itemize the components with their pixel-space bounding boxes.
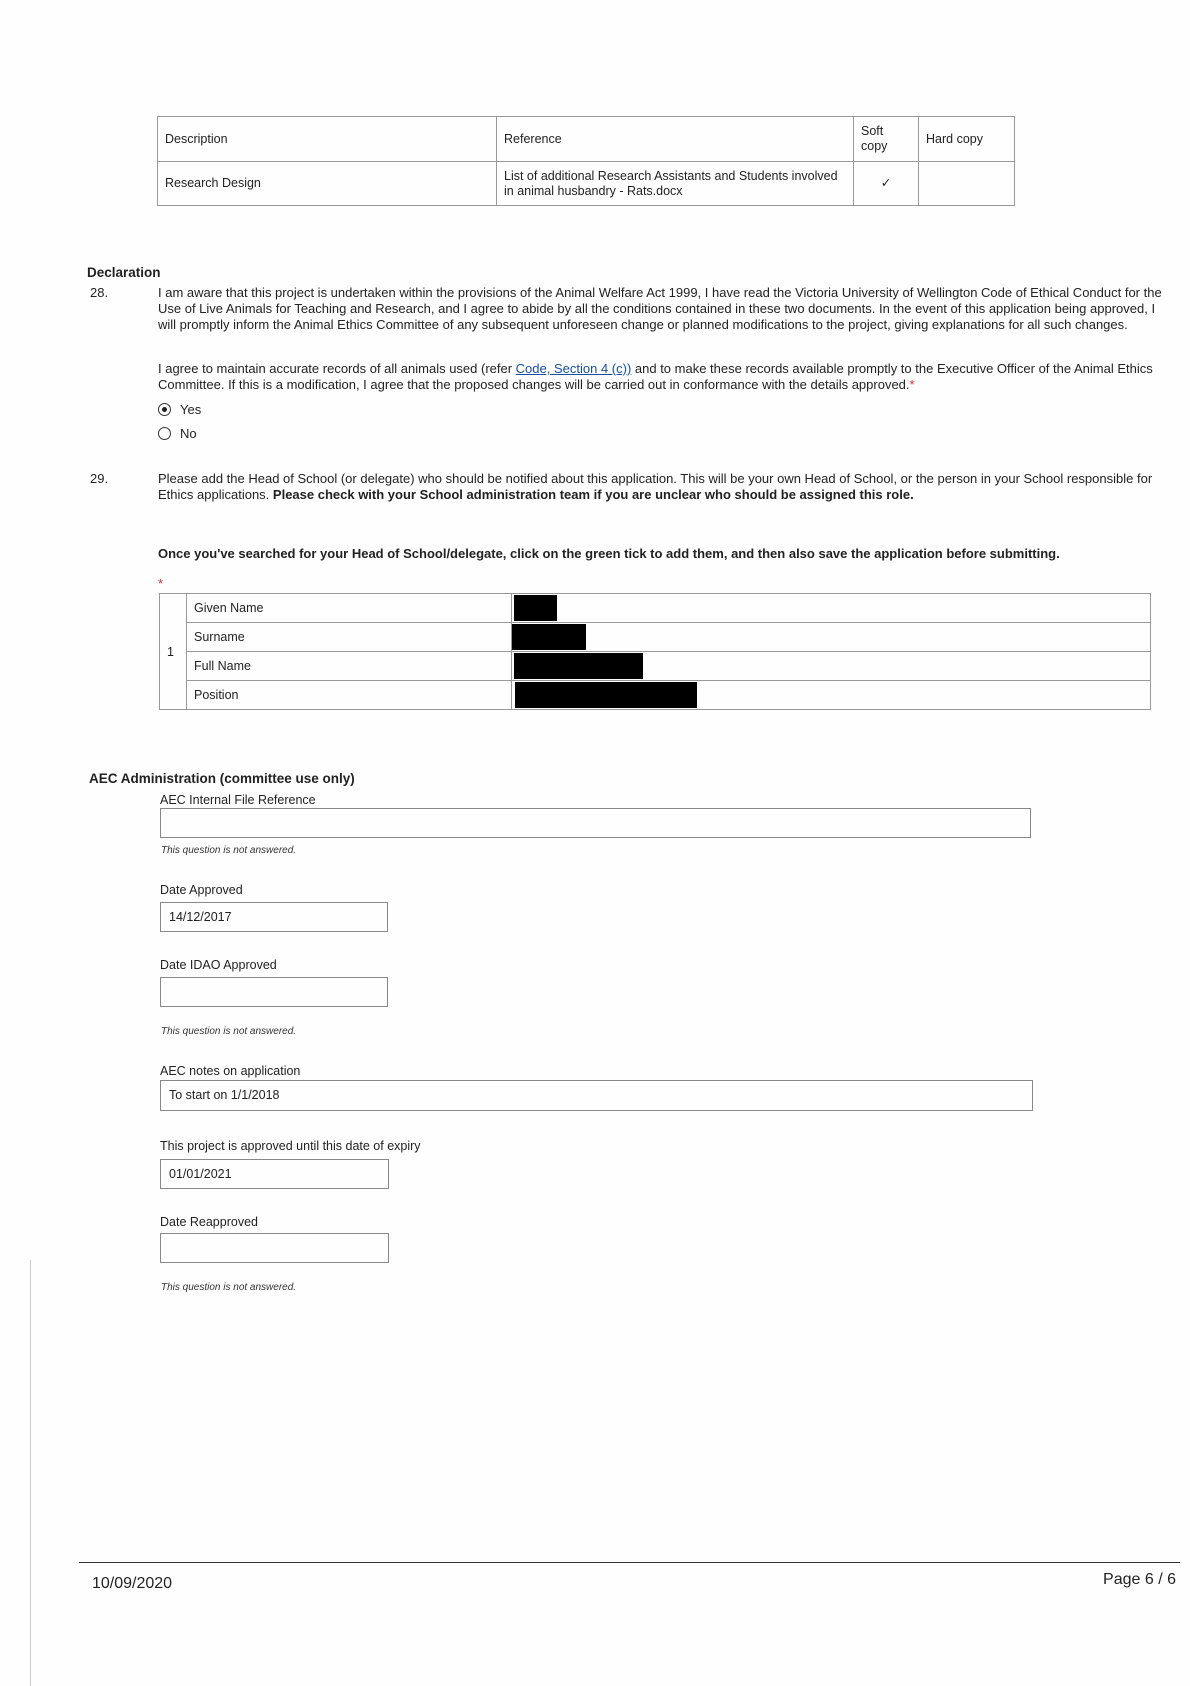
documents-table bbox=[157, 116, 1015, 206]
question-29-text bbox=[158, 471, 1162, 503]
scan-edge-line bbox=[30, 1260, 31, 1686]
file-reference-label: AEC Internal File Reference bbox=[160, 793, 316, 807]
radio-unselected-icon bbox=[158, 427, 171, 440]
question-29-number: 29. bbox=[90, 471, 109, 486]
table-row bbox=[160, 652, 1151, 681]
expiry-label: This project is approved until this date of expiry bbox=[160, 1139, 421, 1153]
field-label: Surname bbox=[187, 623, 512, 652]
table-row bbox=[158, 162, 1015, 206]
aec-notes-field[interactable]: To start on 1/1/2018 bbox=[160, 1080, 1033, 1111]
table-row bbox=[160, 623, 1151, 652]
code-section-link[interactable]: Code, Section 4 (c)) bbox=[515, 361, 632, 376]
row-hard-copy bbox=[919, 162, 1015, 206]
radio-selected-icon bbox=[158, 403, 171, 416]
date-idao-field[interactable] bbox=[160, 977, 388, 1007]
required-marker: * bbox=[909, 377, 915, 392]
not-answered-note: This question is not answered. bbox=[161, 1282, 297, 1293]
date-approved-label: Date Approved bbox=[160, 883, 243, 897]
position-value bbox=[512, 681, 1151, 710]
redaction-block bbox=[514, 595, 557, 621]
field-label: Full Name bbox=[187, 652, 512, 681]
required-marker: * bbox=[158, 576, 164, 591]
header-reference: Reference bbox=[497, 117, 854, 162]
question-29-emphasis: Please check with your School administration team if you are unclear who should be assigned this role. bbox=[272, 487, 914, 502]
radio-yes-label: Yes bbox=[180, 402, 202, 417]
reapproved-label: Date Reapproved bbox=[160, 1215, 258, 1229]
redaction-block bbox=[514, 653, 643, 679]
head-of-school-instruction: Once you've searched for your Head of School/delegate, click on the green tick to add them, and then also save the application before submitting. bbox=[158, 546, 1060, 561]
table-row bbox=[160, 681, 1151, 710]
radio-yes[interactable] bbox=[158, 402, 201, 417]
full-name-value bbox=[512, 652, 1151, 681]
surname-value bbox=[512, 623, 1151, 652]
question-28-agreement bbox=[158, 361, 1162, 393]
radio-no[interactable] bbox=[158, 426, 197, 441]
field-label: Given Name bbox=[187, 594, 512, 623]
footer-divider bbox=[79, 1562, 1180, 1563]
question-28-text: I am aware that this project is undertaken within the provisions of the Animal Welfare Act 1999, I have read the Victoria University of Wellington Code of Ethical Conduct for the Use of Live Animals for Teaching and Research, and I agree to abide by all the conditions contained in these two documents. In the event of this application being approved, I will promptly inform the Animal Ethics Committee of any subsequent unforeseen change or planned modifications to the project, giving explanations for all such changes. bbox=[158, 285, 1162, 332]
field-label: Position bbox=[187, 681, 512, 710]
row-soft-copy-check-icon: ✓ bbox=[854, 162, 919, 206]
question-28-number: 28. bbox=[90, 285, 109, 300]
head-of-school-table bbox=[159, 593, 1151, 710]
redaction-block bbox=[512, 624, 586, 650]
aec-heading: AEC Administration (committee use only) bbox=[89, 771, 355, 786]
expiry-field[interactable]: 01/01/2021 bbox=[160, 1159, 389, 1189]
date-approved-field[interactable]: 14/12/2017 bbox=[160, 902, 388, 932]
header-hard-copy: Hard copy bbox=[919, 117, 1015, 162]
table-row bbox=[160, 594, 1151, 623]
row-reference: List of additional Research Assistants and Students involved in animal husbandry - Rats.docx bbox=[497, 162, 854, 206]
header-description: Description bbox=[158, 117, 497, 162]
agreement-text-end: and to make these records available promptly to the Executive Officer of the Animal Ethics Committee. If this is a modification, I agree that the proposed changes will be carried out in conformance with the details approved. bbox=[158, 361, 1153, 392]
radio-no-label: No bbox=[180, 426, 197, 441]
redaction-block bbox=[515, 682, 697, 708]
footer-date: 10/09/2020 bbox=[92, 1575, 173, 1592]
given-name-value bbox=[512, 594, 1151, 623]
header-soft-copy: Soft copy bbox=[854, 117, 919, 162]
declaration-heading: Declaration bbox=[87, 265, 161, 280]
question-29-body: Please add the Head of School (or delegate) who should be notified about this application. This will be your own Head of School, or the person in your School responsible for Ethics applications. bbox=[158, 471, 1153, 502]
not-answered-note: This question is not answered. bbox=[161, 845, 297, 856]
row-number: 1 bbox=[160, 594, 187, 710]
row-description: Research Design bbox=[158, 162, 497, 206]
reapproved-field[interactable] bbox=[160, 1233, 389, 1263]
file-reference-field[interactable] bbox=[160, 808, 1031, 838]
table-header-row bbox=[158, 117, 1015, 162]
agreement-text-start: I agree to maintain accurate records of all animals used (refer bbox=[158, 361, 516, 376]
footer-page-number: Page 6 / 6 bbox=[1103, 1571, 1176, 1588]
aec-notes-label: AEC notes on application bbox=[160, 1064, 301, 1078]
not-answered-note: This question is not answered. bbox=[161, 1026, 297, 1037]
date-idao-label: Date IDAO Approved bbox=[160, 958, 277, 972]
